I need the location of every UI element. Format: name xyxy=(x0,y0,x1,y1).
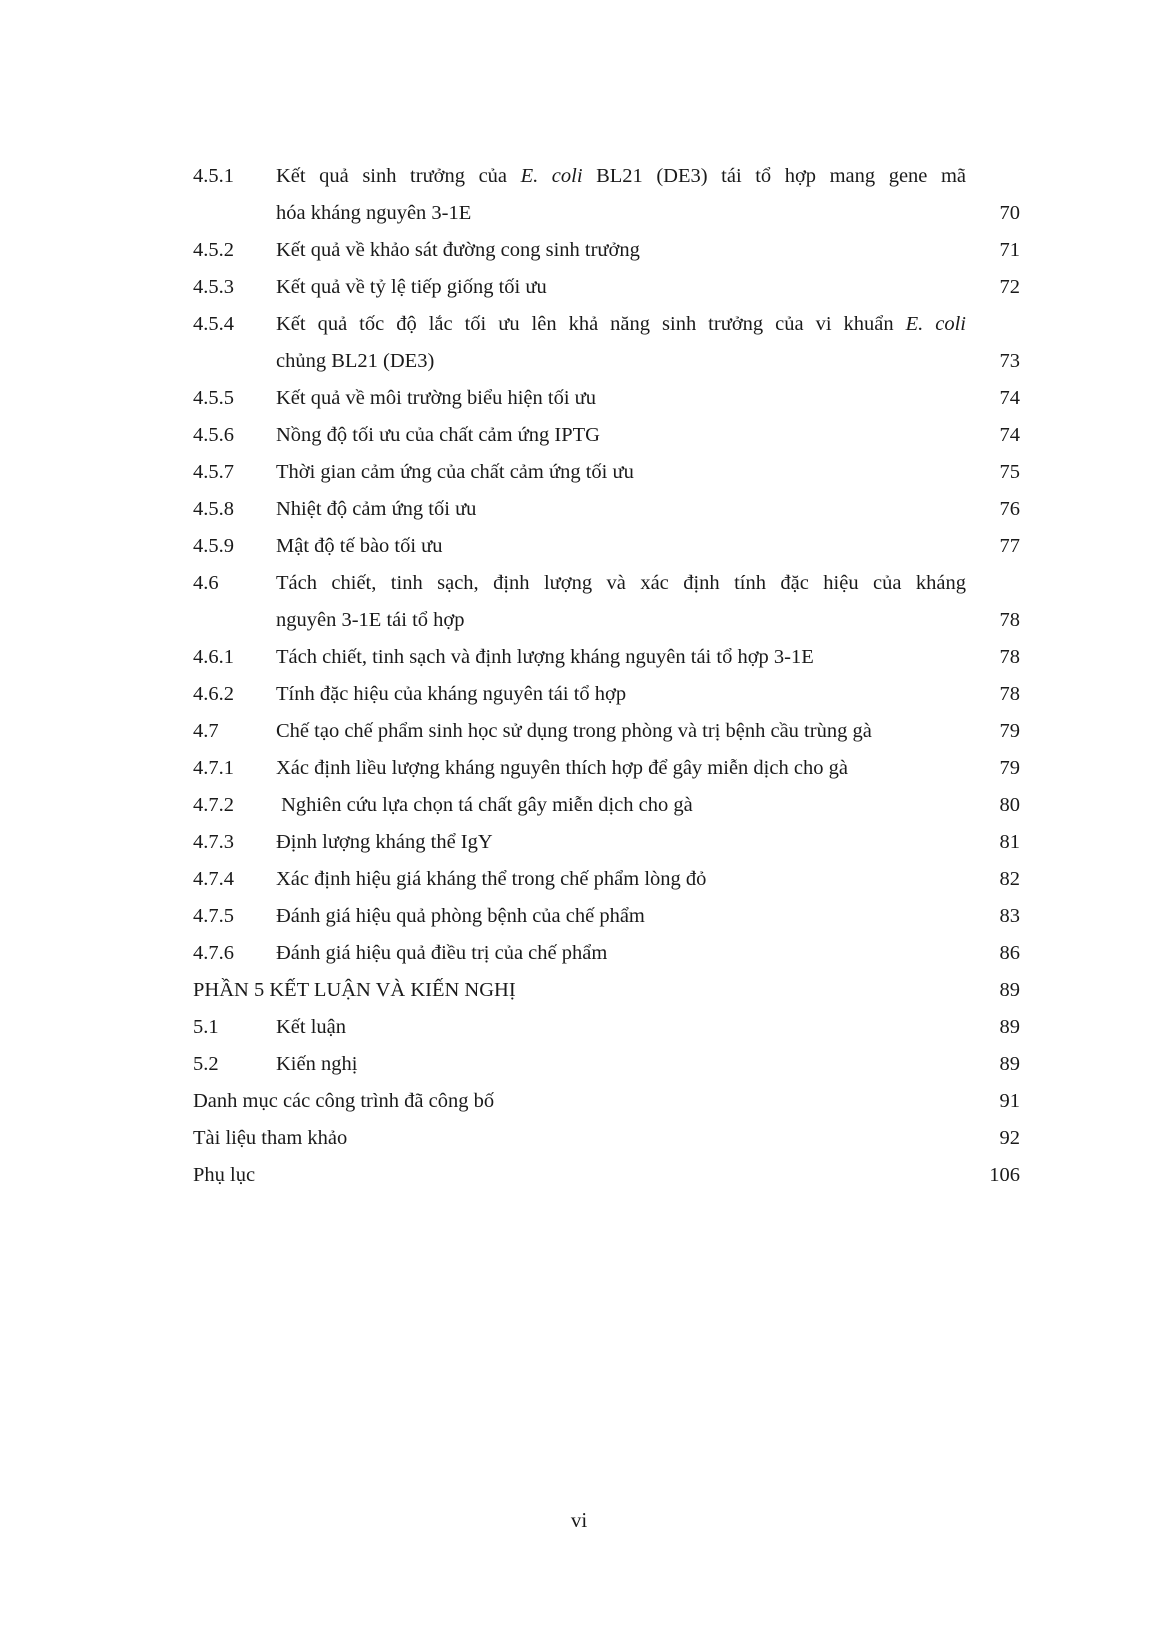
toc-entry-title: Đánh giá hiệu quả phòng bệnh của chế phẩm xyxy=(276,905,645,927)
toc-entry[interactable] xyxy=(0,1156,1158,1194)
toc-entry-page: 78 xyxy=(999,609,1020,631)
toc-entry-page: 79 xyxy=(999,757,1020,779)
toc-entry-title: Tách chiết, tinh sạch, định lượng và xác định tính đặc hiệu của kháng xyxy=(276,572,966,594)
toc-entry[interactable] xyxy=(0,1119,1158,1157)
toc-entry-continuation[interactable] xyxy=(0,342,1158,380)
toc-entry[interactable] xyxy=(0,860,1158,898)
toc-entry-number: 4.5.3 xyxy=(193,276,234,298)
toc-entry-page: 89 xyxy=(999,1053,1020,1075)
toc-entry-number: 4.7 xyxy=(193,720,219,742)
toc-entry-number: 4.7.4 xyxy=(193,868,234,890)
toc-entry[interactable] xyxy=(0,786,1158,824)
toc-entry-number: 4.5.5 xyxy=(193,387,234,409)
toc-entry-number: 4.7.2 xyxy=(193,794,234,816)
toc-entry[interactable] xyxy=(0,564,1158,602)
toc-entry-page: 74 xyxy=(999,424,1020,446)
toc-entry-title: Thời gian cảm ứng của chất cảm ứng tối ưu xyxy=(276,461,634,483)
toc-entry[interactable] xyxy=(0,231,1158,269)
toc-entry[interactable] xyxy=(0,934,1158,972)
toc-entry-title: Tài liệu tham khảo xyxy=(193,1127,348,1149)
toc-entry-number: 4.6.1 xyxy=(193,646,234,668)
toc-entry-continuation[interactable] xyxy=(0,601,1158,639)
toc-entry-number: 4.6.2 xyxy=(193,683,234,705)
toc-entry-page: 81 xyxy=(999,831,1020,853)
toc-entry-number: 4.6 xyxy=(193,572,219,594)
toc-entry-title: Kết quả về môi trường biểu hiện tối ưu xyxy=(276,387,597,409)
toc-entry-number: 4.5.6 xyxy=(193,424,234,446)
toc-entry-title: Kết luận xyxy=(276,1016,347,1038)
toc-entry-number: 4.5.1 xyxy=(193,165,234,187)
toc-entry-page: 78 xyxy=(999,683,1020,705)
toc-entry-title: Xác định liều lượng kháng nguyên thích hợp để gây miễn dịch cho gà xyxy=(276,757,848,779)
toc-entry-title: Tách chiết, tinh sạch và định lượng kháng nguyên tái tổ hợp 3-1E xyxy=(276,646,814,668)
toc-entry-page: 75 xyxy=(999,461,1020,483)
page-number-footer: vi xyxy=(570,1508,588,1532)
toc-entry[interactable] xyxy=(0,1008,1158,1046)
toc-entry-number: 4.5.9 xyxy=(193,535,234,557)
toc-entry-page: 77 xyxy=(999,535,1020,557)
toc-entry-number: 4.7.3 xyxy=(193,831,234,853)
toc-entry[interactable] xyxy=(0,379,1158,417)
toc-entry[interactable] xyxy=(0,823,1158,861)
toc-entry-page: 106 xyxy=(989,1164,1020,1186)
toc-entry-continuation[interactable] xyxy=(0,194,1158,232)
toc-entry[interactable] xyxy=(0,453,1158,491)
toc-entry[interactable] xyxy=(0,638,1158,676)
toc-entry-page: 71 xyxy=(999,239,1020,261)
toc-entry-page: 89 xyxy=(999,1016,1020,1038)
toc-entry[interactable] xyxy=(0,749,1158,787)
toc-entry[interactable] xyxy=(0,897,1158,935)
toc-entry[interactable] xyxy=(0,416,1158,454)
toc-entry-title: Chế tạo chế phẩm sinh học sử dụng trong phòng và trị bệnh cầu trùng gà xyxy=(276,720,872,742)
toc-entry-number: 5.1 xyxy=(193,1016,219,1038)
toc-entry-number: 4.7.6 xyxy=(193,942,234,964)
toc-entry-page: 74 xyxy=(999,387,1020,409)
toc-entry[interactable] xyxy=(0,268,1158,306)
toc-entry[interactable] xyxy=(0,490,1158,528)
toc-entry-title: Phụ lục xyxy=(193,1164,256,1186)
toc-entry-title-continued: hóa kháng nguyên 3-1E xyxy=(276,202,472,224)
toc-entry-page: 78 xyxy=(999,646,1020,668)
toc-entry-page: 82 xyxy=(999,868,1020,890)
toc-entry[interactable] xyxy=(0,1082,1158,1120)
toc-entry-title: Kết quả về khảo sát đường cong sinh trưởng xyxy=(276,239,640,261)
toc-entry-title-continued: nguyên 3-1E tái tổ hợp xyxy=(276,609,465,631)
toc-entry[interactable] xyxy=(0,675,1158,713)
toc-entry-title: Nghiên cứu lựa chọn tá chất gây miễn dịch cho gà xyxy=(276,794,693,816)
toc-entry-title: Kết quả về tỷ lệ tiếp giống tối ưu xyxy=(276,276,547,298)
toc-entry-title: PHẦN 5 KẾT LUẬN VÀ KIẾN NGHỊ xyxy=(193,979,516,1001)
toc-entry-title: Kết quả tốc độ lắc tối ưu lên khả năng sinh trưởng của vi khuẩn E. coli xyxy=(276,313,966,335)
toc-entry-page: 80 xyxy=(999,794,1020,816)
toc-entry-page: 76 xyxy=(999,498,1020,520)
toc-entry[interactable] xyxy=(0,305,1158,343)
toc-entry-number: 4.5.4 xyxy=(193,313,234,335)
toc-entry-title: Kiến nghị xyxy=(276,1053,358,1075)
toc-entry-number: 4.5.7 xyxy=(193,461,234,483)
toc-entry[interactable] xyxy=(0,157,1158,195)
toc-entry-title: Mật độ tế bào tối ưu xyxy=(276,535,443,557)
toc-entry-page: 92 xyxy=(999,1127,1020,1149)
toc-entry-number: 4.5.2 xyxy=(193,239,234,261)
toc-entry[interactable] xyxy=(0,712,1158,750)
toc-entry-page: 89 xyxy=(999,979,1020,1001)
toc-entry-number: 5.2 xyxy=(193,1053,219,1075)
toc-entry-page: 72 xyxy=(999,276,1020,298)
toc-entry-page: 86 xyxy=(999,942,1020,964)
toc-entry-number: 4.7.1 xyxy=(193,757,234,779)
toc-entry-page: 79 xyxy=(999,720,1020,742)
toc-entry-title: Nồng độ tối ưu của chất cảm ứng IPTG xyxy=(276,424,600,446)
toc-entry-page: 73 xyxy=(999,350,1020,372)
toc-entry-title: Định lượng kháng thể IgY xyxy=(276,831,493,853)
toc-entry[interactable] xyxy=(0,1045,1158,1083)
toc-entry-page: 91 xyxy=(999,1090,1020,1112)
toc-entry-title: Xác định hiệu giá kháng thể trong chế phẩm lòng đỏ xyxy=(276,868,707,890)
toc-entry-title: Tính đặc hiệu của kháng nguyên tái tổ hợp xyxy=(276,683,627,705)
toc-entry[interactable] xyxy=(0,527,1158,565)
toc-entry-page: 70 xyxy=(999,202,1020,224)
toc-entry-title: Kết quả sinh trưởng của E. coli BL21 (DE3) tái tổ hợp mang gene mã xyxy=(276,165,966,187)
toc-entry-part[interactable] xyxy=(0,971,1158,1009)
toc-entry-title: Đánh giá hiệu quả điều trị của chế phẩm xyxy=(276,942,608,964)
toc-entry-number: 4.7.5 xyxy=(193,905,234,927)
toc-entry-title: Danh mục các công trình đã công bố xyxy=(193,1090,495,1112)
toc-entry-title: Nhiệt độ cảm ứng tối ưu xyxy=(276,498,477,520)
toc-entry-page: 83 xyxy=(999,905,1020,927)
toc-entry-title-continued: chủng BL21 (DE3) xyxy=(276,350,435,372)
toc-entry-number: 4.5.8 xyxy=(193,498,234,520)
